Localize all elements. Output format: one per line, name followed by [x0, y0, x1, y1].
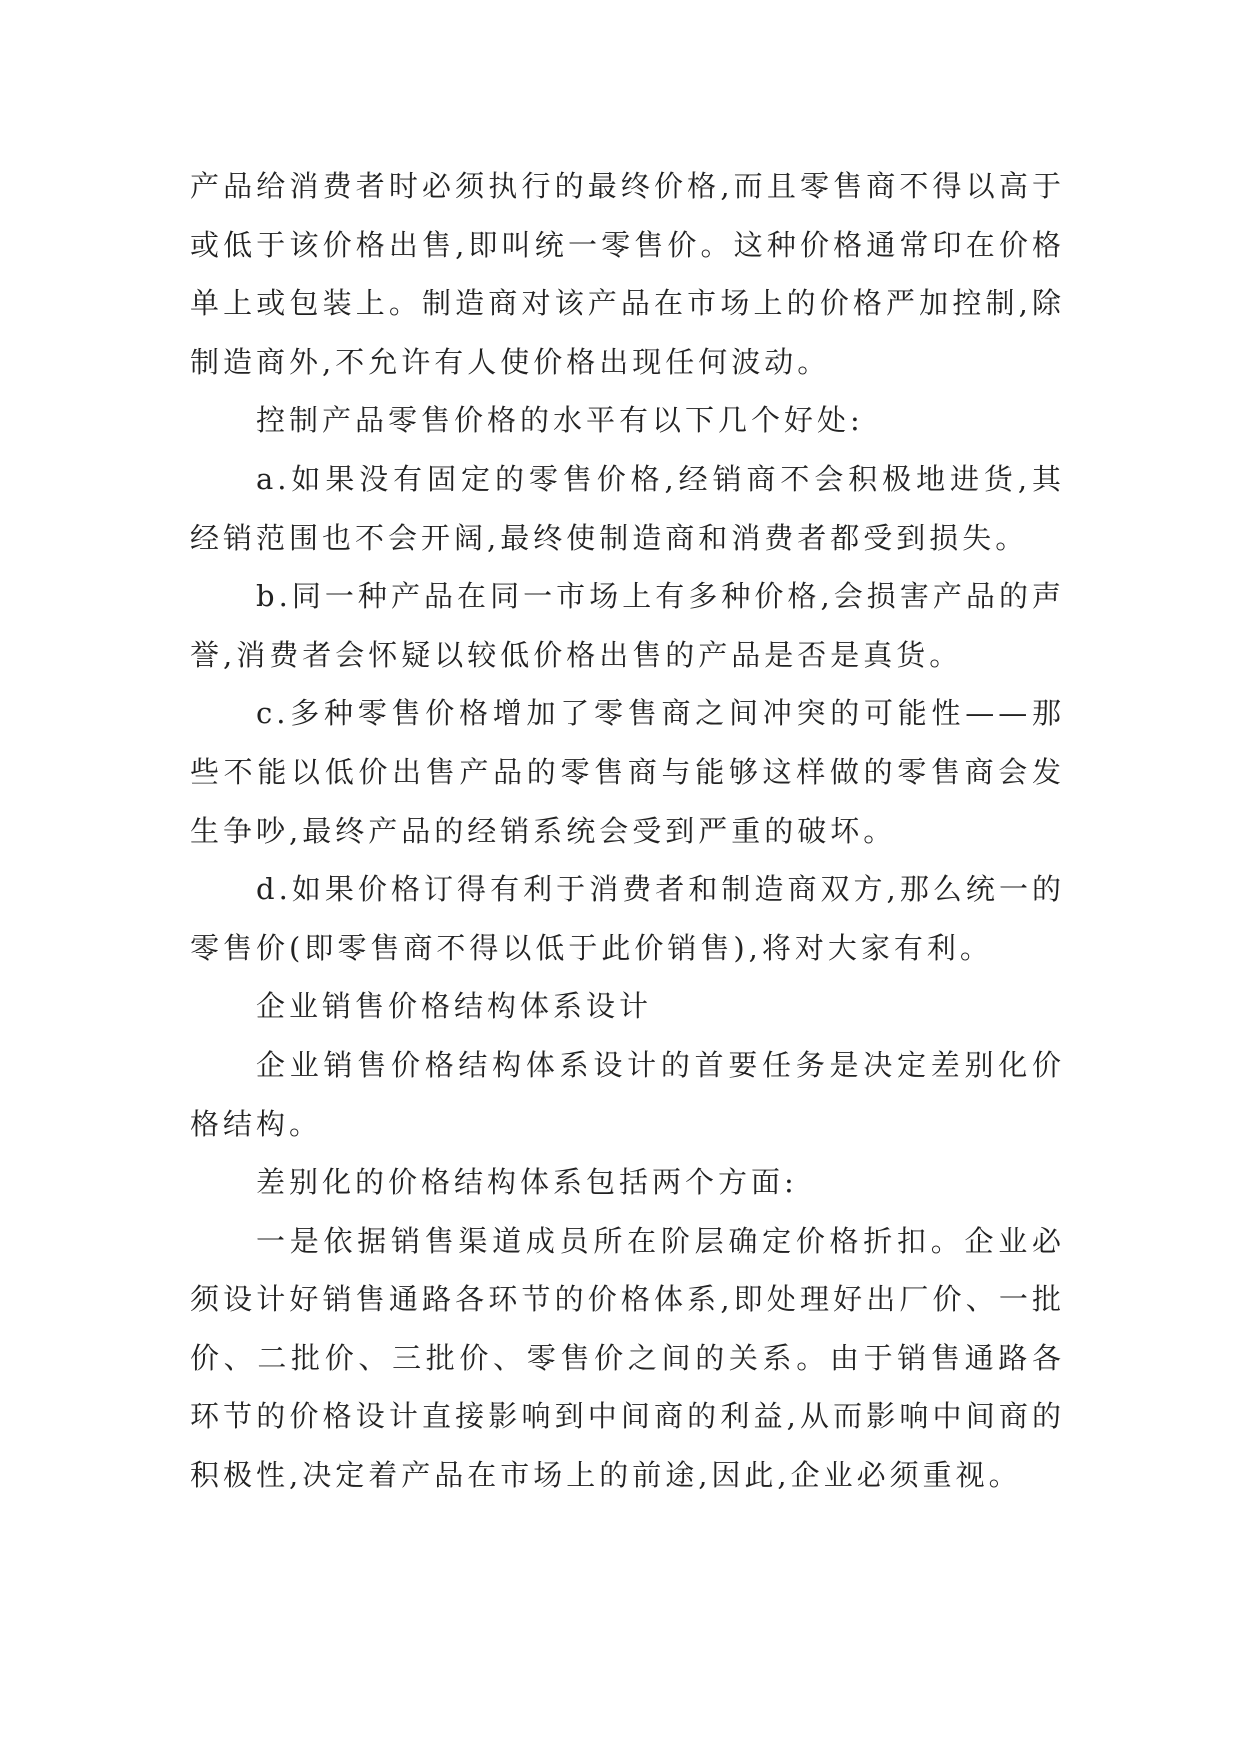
section-heading: 企业销售价格结构体系设计	[256, 989, 653, 1024]
paragraph-retail-price-definition: 产品给消费者时必须执行的最终价格,而且零售商不得以高于或低于该价格出售,即叫统一零售价。这种价格通常印在价格单上或包装上。制造商对该产品在市场上的价格严加控制,除制造商外,不允许有人使价格出现任何波动。	[190, 169, 1065, 379]
paragraph-benefits-intro: 控制产品零售价格的水平有以下几个好处:	[256, 403, 864, 438]
paragraph-two-aspects: 差别化的价格结构体系包括两个方面:	[256, 1165, 798, 1200]
paragraph-benefit-a: a.如果没有固定的零售价格,经销商不会积极地进货,其经销范围也不会开阔,最终使制造商和消费者都受到损失。	[190, 461, 1065, 555]
document-page	[190, 157, 1065, 1505]
paragraph-benefit-b: b.同一种产品在同一市场上有多种价格,会损害产品的声誉,消费者会怀疑以较低价格出售的产品是否是真货。	[190, 579, 1065, 672]
paragraph-benefit-d: d.如果价格订得有利于消费者和制造商双方,那么统一的零售价(即零售商不得以低于此价销售),将对大家有利。	[190, 872, 1065, 965]
paragraph-benefit-c: c.多种零售价格增加了零售商之间冲突的可能性——那些不能以低价出售产品的零售商与能够这样做的零售商会发生争吵,最终产品的经销系统会受到严重的破坏。	[190, 696, 1065, 848]
paragraph-primary-task: 企业销售价格结构体系设计的首要任务是决定差别化价格结构。	[190, 1047, 1065, 1141]
paragraph-aspect-one: 一是依据销售渠道成员所在阶层确定价格折扣。企业必须设计好销售通路各环节的价格体系,即处理好出厂价、一批价、二批价、三批价、零售价之间的关系。由于销售通路各环节的价格设计直接影响到中间商的利益,从而影响中间商的积极性,决定着产品在市场上的前途,因此,企业必须重视。	[190, 1223, 1065, 1493]
